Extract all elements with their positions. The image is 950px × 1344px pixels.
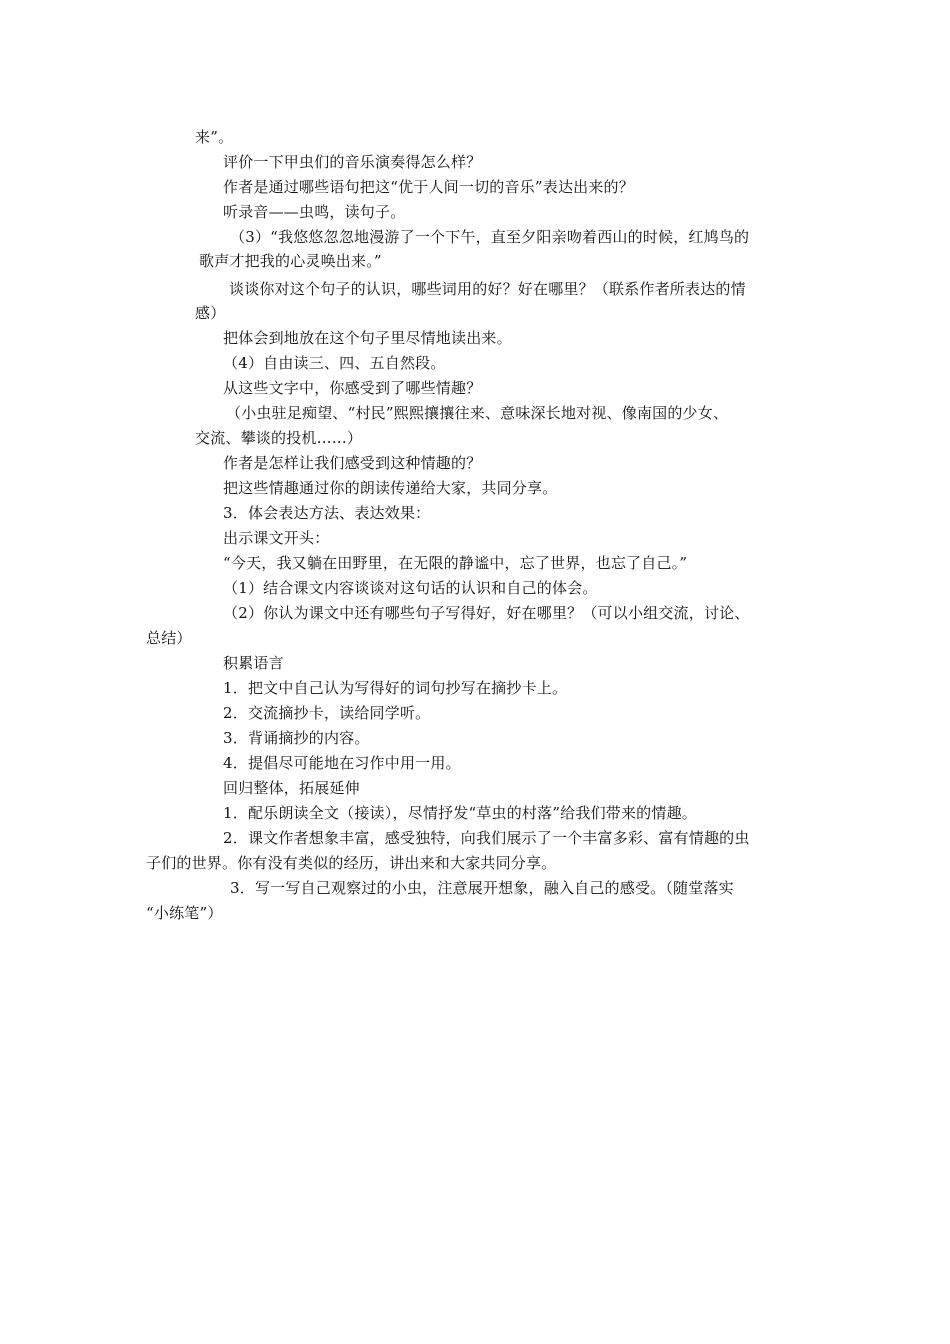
text-line: 总结） [146, 629, 192, 647]
text-line: “今天，我又躺在田野里，在无限的静谧中，忘了世界，也忘了自己。” [223, 554, 688, 572]
text-line: 2．交流摘抄卡，读给同学听。 [223, 704, 431, 722]
text-line: “小练笔”） [146, 904, 223, 922]
text-line: 积累语言 [223, 654, 284, 672]
text-line: 评价一下甲虫们的音乐演奏得怎么样？ [223, 153, 482, 171]
text-line: 来”。 [195, 128, 234, 146]
text-line: 子们的世界。你有没有类似的经历，讲出来和大家共同分享。 [146, 854, 557, 872]
text-line: 感） [195, 304, 226, 322]
text-line: 歌声才把我的心灵唤出来。” [199, 252, 382, 270]
text-line: （1）结合课文内容谈谈对这句话的认识和自己的体会。 [223, 579, 598, 597]
text-line: 听录音——虫鸣，读句子。 [223, 203, 406, 221]
text-line: （2）你认为课文中还有哪些句子写得好，好在哪里？（可以小组交流，讨论、 [223, 604, 750, 622]
text-line: 3．体会表达方法、表达效果： [223, 504, 431, 522]
text-line: （小虫驻足痴望、“村民”熙熙攘攘往来、意味深长地对视、像南国的少女、 [226, 404, 729, 422]
text-line: 回归整体，拓展延伸 [223, 779, 360, 797]
text-line: 1．把文中自己认为写得好的词句抄写在摘抄卡上。 [223, 679, 568, 697]
text-line: 从这些文字中，你感受到了哪些情趣？ [223, 379, 482, 397]
text-line: 交流、攀谈的投机……） [195, 429, 363, 447]
text-line: （3）“我悠悠忽忽地漫游了一个下午，直至夕阳亲吻着西山的时候，红鸠鸟的 [230, 228, 750, 246]
text-line: 4．提倡尽可能地在习作中用一用。 [223, 754, 461, 772]
text-line: 谈谈你对这个句子的认识，哪些词用的好？好在哪里？（联系作者所表达的情 [229, 280, 746, 298]
text-line: 3．背诵摘抄的内容。 [223, 729, 370, 747]
text-line: 出示课文开头： [223, 529, 330, 547]
text-line: 作者是通过哪些语句把这“优于人间一切的音乐”表达出来的？ [223, 178, 634, 196]
text-line: 3．写一写自己观察过的小虫，注意展开想象，融入自己的感受。（随堂落实 [230, 879, 734, 897]
text-line: 1．配乐朗读全文（接读），尽情抒发“草虫的村落”给我们带来的情趣。 [223, 804, 697, 822]
text-line: 把这些情趣通过你的朗读传递给大家，共同分享。 [223, 479, 558, 497]
text-line: 作者是怎样让我们感受到这种情趣的？ [223, 454, 482, 472]
text-line: （4）自由读三、四、五自然段。 [223, 354, 446, 372]
text-line: 2．课文作者想象丰富，感受独特，向我们展示了一个丰富多彩、富有情趣的虫 [223, 829, 750, 847]
text-line: 把体会到地放在这个句子里尽情地读出来。 [223, 329, 512, 347]
